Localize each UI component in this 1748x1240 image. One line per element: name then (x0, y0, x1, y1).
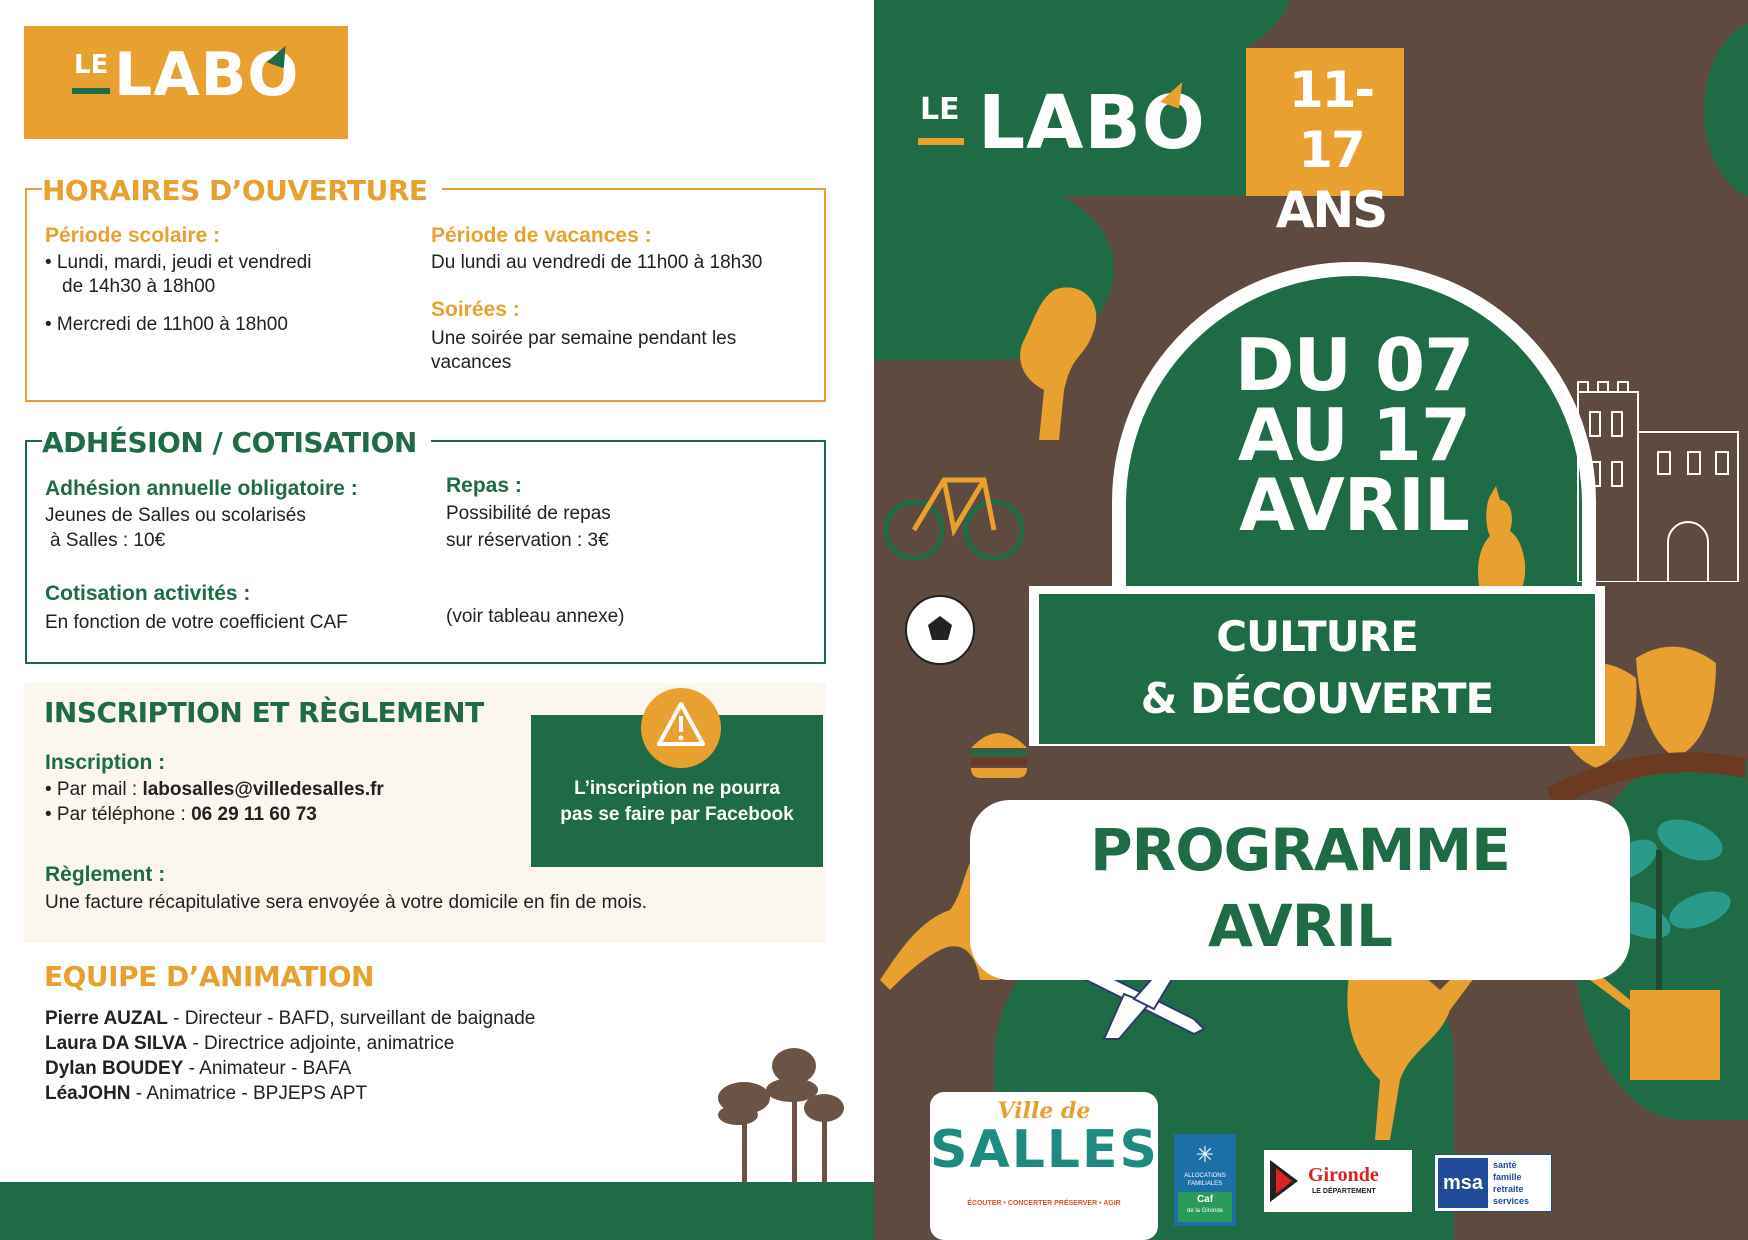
scolaire-line1: • Lundi, mardi, jeudi et vendredi (45, 252, 312, 273)
event-dates: DU 07 AU 17 AVRIL (1234, 323, 1474, 547)
equipe-member: Pierre AUZAL - Directeur - BAFD, surveillant de baignade (45, 1008, 536, 1029)
header-logo-le: LE (920, 92, 960, 127)
age-range: 11-17 ANS (1275, 61, 1387, 239)
soirees-line2: vacances (431, 352, 512, 373)
logo-labo: LABO (114, 40, 300, 110)
bottom-strip (0, 1182, 874, 1240)
logo-bar (72, 88, 110, 94)
cat-illustration (1460, 486, 1550, 596)
soirees-label: Soirées : (431, 298, 520, 321)
cotisation-note: (voir tableau annexe) (446, 606, 625, 627)
warning-text: L’inscription ne pourra pas se faire par Facebook (560, 778, 794, 825)
salles-tagline: ÉCOUTER • CONCERTER PRÉSERVER • AGIR (967, 1200, 1121, 1207)
salles-name: SALLES (930, 1120, 1159, 1180)
vacances-text: Du lundi au vendredi de 11h00 à 18h30 (431, 252, 763, 273)
caf-logo: ✳ ALLOCATIONS FAMILIALES Caf de la Gironde (1174, 1134, 1236, 1226)
repas-label: Repas : (446, 474, 522, 497)
inscription-title: INSCRIPTION ET RÈGLEMENT (44, 696, 484, 729)
reglement-text: Une facture récapitulative sera envoyée à votre domicile en fin de mois. (45, 892, 647, 913)
bg-blob (1704, 20, 1748, 200)
inscription-mail: • Par mail : labosalles@villedesalles.fr (45, 779, 384, 800)
phone-link[interactable]: 06 29 11 60 73 (191, 804, 317, 825)
repas-line2: sur réservation : 3€ (446, 530, 609, 551)
bicycle-illustration (884, 440, 1024, 580)
burger-icon (966, 718, 1032, 784)
mail-link[interactable]: labosalles@villedesalles.fr (142, 779, 384, 800)
pine-trees-illustration (712, 1040, 862, 1190)
le-labo-logo (24, 26, 348, 139)
equipe-title: EQUIPE D’ANIMATION (44, 960, 374, 993)
salles-ville-label: Ville de (997, 1098, 1091, 1124)
logo-le: LE (74, 50, 109, 80)
equipe-member: Dylan BOUDEY - Animateur - BAFA (45, 1058, 352, 1079)
right-panel (874, 0, 1748, 1240)
inscription-phone: • Par téléphone : 06 29 11 60 73 (45, 804, 317, 825)
soccer-ball-icon (902, 592, 978, 668)
adhesion-annuelle-line2: à Salles : 10€ (50, 530, 166, 551)
cotisation-label: Cotisation activités : (45, 582, 251, 605)
castle-illustration (1568, 372, 1748, 582)
soirees-line1: Une soirée par semaine pendant les (431, 328, 737, 349)
scolaire-line2: de 14h30 à 18h00 (62, 276, 216, 297)
horaires-title: HORAIRES D’OUVERTURE (42, 174, 442, 207)
adhesion-annuelle-label: Adhésion annuelle obligatoire : (45, 477, 358, 500)
scolaire-label: Période scolaire : (45, 224, 221, 247)
header-logo-bar-accent (918, 138, 964, 145)
header-logo-labo: LABO (978, 80, 1206, 166)
theme-title: CULTURE & DÉCOUVERTE (1140, 612, 1494, 723)
repas-line1: Possibilité de repas (446, 503, 611, 524)
reglement-label: Règlement : (45, 863, 166, 886)
gironde-logo: Gironde LE DÉPARTEMENT (1264, 1150, 1412, 1212)
warning-icon (641, 688, 721, 768)
equipe-member: LéaJOHN - Animatrice - BPJEPS APT (45, 1083, 368, 1104)
equipe-member: Laura DA SILVA - Directrice adjointe, animatrice (45, 1033, 455, 1054)
inscription-label: Inscription : (45, 751, 166, 774)
gymnast-illustration (984, 280, 1144, 450)
cotisation-text: En fonction de votre coefficient CAF (45, 612, 348, 633)
programme-title: PROGRAMME AVRIL (1090, 816, 1510, 960)
adhesion-title: ADHÉSION / COTISATION (42, 426, 431, 459)
vacances-label: Période de vacances : (431, 224, 652, 247)
scolaire-line3: • Mercredi de 11h00 à 18h00 (45, 314, 288, 335)
adhesion-annuelle-line1: Jeunes de Salles ou scolarisés (45, 505, 306, 526)
msa-logo: msa santé famille retraite services (1434, 1154, 1552, 1212)
